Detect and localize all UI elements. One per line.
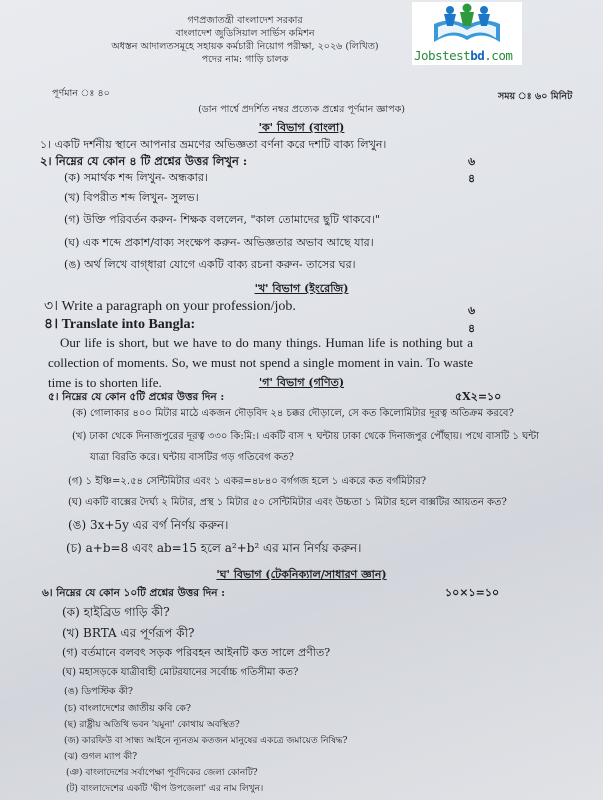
section-kha-title: 'খ' বিভাগ (ইংরেজি) — [254, 282, 349, 295]
list-item: (ঙ) ডিপস্টিক কী? — [64, 686, 134, 697]
exam-header — [95, 14, 395, 66]
list-item: (ঝ) গুগল ম্যাপ কী? — [64, 752, 138, 762]
header-exam-title: অধস্তন আদালতসমূহে সহায়ক কর্মচারী নিয়োগ পরীক্ষা, ২০২৬ (লিখিত) — [111, 41, 379, 52]
list-item: (ঘ) মহাসড়কে যাত্রীবাহী মোটরযানের সর্বোচ্চ গতিসীমা কত? — [62, 667, 299, 678]
list-item-continued: যাত্রা বিরতি করে। ঘন্টায় বাসটির গড় গতিবেগ কত? — [90, 452, 294, 463]
list-item: (ছ) রাষ্ট্রীয় অতিথি ভবন 'যমুনা' কোথায় অবস্থিত? — [64, 720, 240, 730]
section-ka-title: 'ক' বিভাগ (বাংলা) — [258, 121, 345, 134]
question-5: ৫। নিম্নের যে কোন ৫টি প্রশ্নের উত্তর দিন : — [48, 391, 225, 403]
list-item: (খ) BRTA এর পূর্ণরূপ কী? — [62, 626, 195, 640]
list-item: (ঘ) এক শব্দে প্রকাশ/বাক্য সংক্ষেপ করুন- অভিজ্ঞতার অভাব আছে যার। — [64, 236, 374, 249]
question-1: ১। একটি দর্শনীয় স্থানে আপনার ভ্রমণের অভিজ্ঞতা বর্ণনা করে দশটি বাক্য লিখুন। — [40, 138, 387, 151]
question-6: ৬। নিম্নের যে কোন ১০টি প্রশ্নের উত্তর দিন : — [42, 587, 226, 599]
people-book-icon — [412, 2, 522, 47]
list-item: (খ) বিপরীত শব্দ লিখুন- সুলভ। — [64, 191, 199, 204]
list-item: (ঙ) অর্থ লিখে বাগ্‌ধারা যোগে একটি বাক্য রচনা করুন- তাসের ঘর। — [64, 258, 356, 271]
list-item: (ট) বাংলাদেশের একটি 'দ্বীপ উপজেলা' এর নাম লিখুন। — [66, 784, 264, 794]
question-2-marks: ৪ — [468, 172, 476, 185]
list-item: (ঘ) একটি বাক্সের দৈর্ঘ্য ২ মিটার, প্রস্থ ১ মিটার ৫০ সেন্টিমিটার এবং উচ্চতা ১ মিটার হলে বাক্সটির আয়তন কত? — [68, 497, 507, 508]
list-item: (চ) বাংলাদেশের জাতীয় কবি কে? — [64, 703, 191, 714]
list-item: (গ) উক্তি পরিবর্তন করুন- শিক্ষক বললেন, "কাল তোমাদের ছুটি থাকবে।" — [64, 213, 380, 226]
list-item: (জ) কারফিউ বা সান্ধ্য আইনে ন্যূনতম কতজন মানুষের একত্রে জমায়েত নিষিদ্ধ? — [64, 736, 348, 746]
jobstestbd-logo — [412, 2, 522, 65]
question-6-marks: ১০×১=১০ — [445, 586, 500, 599]
section-ga-title: 'গ' বিভাগ (গণিত) — [258, 376, 345, 389]
list-item: (খ) ঢাকা থেকে দিনাজপুরের দূরত্ব ৩৩০ কি:মি:। একটি বাস ৭ ঘন্টায় ঢাকা থেকে দিনাজপুর পৌঁছায়। পথে বাসটি ১ ঘন্টা — [72, 431, 540, 442]
marks-note: (ডান পার্শ্বে প্রদর্শিত নম্বর প্রত্যেক প্রশ্নের পূর্ণমান জ্ঞাপক) — [198, 104, 405, 115]
list-item: (ক) হাইব্রিড গাড়ি কী? — [62, 605, 170, 619]
question-1-marks: ৬ — [468, 155, 476, 168]
list-item: (গ) বর্তমানে বলবৎ সড়ক পরিবহন আইনটি কত সালে প্রণীত? — [62, 646, 331, 659]
question-4-marks: ৪ — [468, 322, 476, 335]
header-post-name: পদের নাম: গাড়ি চালক — [201, 54, 289, 65]
translation-passage: Our life is short, but we have to do many things. Human life is nothing but a collection of moments. So, we must not spend a single moment in vain. To waste time is to shorten life. — [48, 335, 473, 390]
list-item: (ঙ) 3x+5y এর বর্গ নির্ণয় করুন। — [68, 518, 229, 532]
list-item: (চ) a+b=8 এবং ab=15 হলে a²+b² এর মান নির্ণয় করুন। — [66, 541, 362, 555]
header-commission: বাংলাদেশ জুডিসিয়াল সার্ভিস কমিশন — [175, 28, 315, 39]
question-3-marks: ৬ — [468, 304, 476, 317]
question-4: ৪। Translate into Bangla: — [44, 317, 196, 332]
logo-text: Jobstestbd.com — [414, 48, 513, 63]
list-item: (ঞ) বাংলাদেশের সর্বাপেক্ষা পূর্বদিকের জেলা কোনটি? — [66, 768, 258, 778]
full-marks: পূর্ণমান ঃ ৪০ — [52, 88, 110, 99]
list-item: (ক) গোলাকার ৪০০ মিটার মাঠে একজন দৌড়বিদ ২৪ চক্কর দৌড়ালে, সে কত কিলোমিটার দূরত্ব অতিক্রম করবে? — [72, 408, 514, 419]
question-2: ২। নিম্নের যে কোন ৪ টি প্রশ্নের উত্তর লিখুন : — [40, 154, 248, 168]
section-gha-title: 'ঘ' বিভাগ (টেকনিক্যাল/সাধারণ জ্ঞান) — [216, 568, 387, 581]
exam-time: সময় ঃ ৬০ মিনিট — [498, 91, 573, 102]
list-item: (গ) ১ ইঞ্চি=২.৫৪ সেন্টিমিটার এবং ১ একর=৪৮৪০ বর্গগজ হলে ১ একরে কত বর্গমিটার? — [68, 476, 427, 487]
header-government: গণপ্রজাতন্ত্রী বাংলাদেশ সরকার — [187, 15, 303, 26]
question-5-marks: ৫X২=১০ — [455, 390, 502, 403]
list-item: (ক) সমার্থক শব্দ লিখুন- অন্ধকার। — [64, 171, 208, 184]
question-3: ৩। Write a paragraph on your profession/job. — [44, 299, 296, 314]
